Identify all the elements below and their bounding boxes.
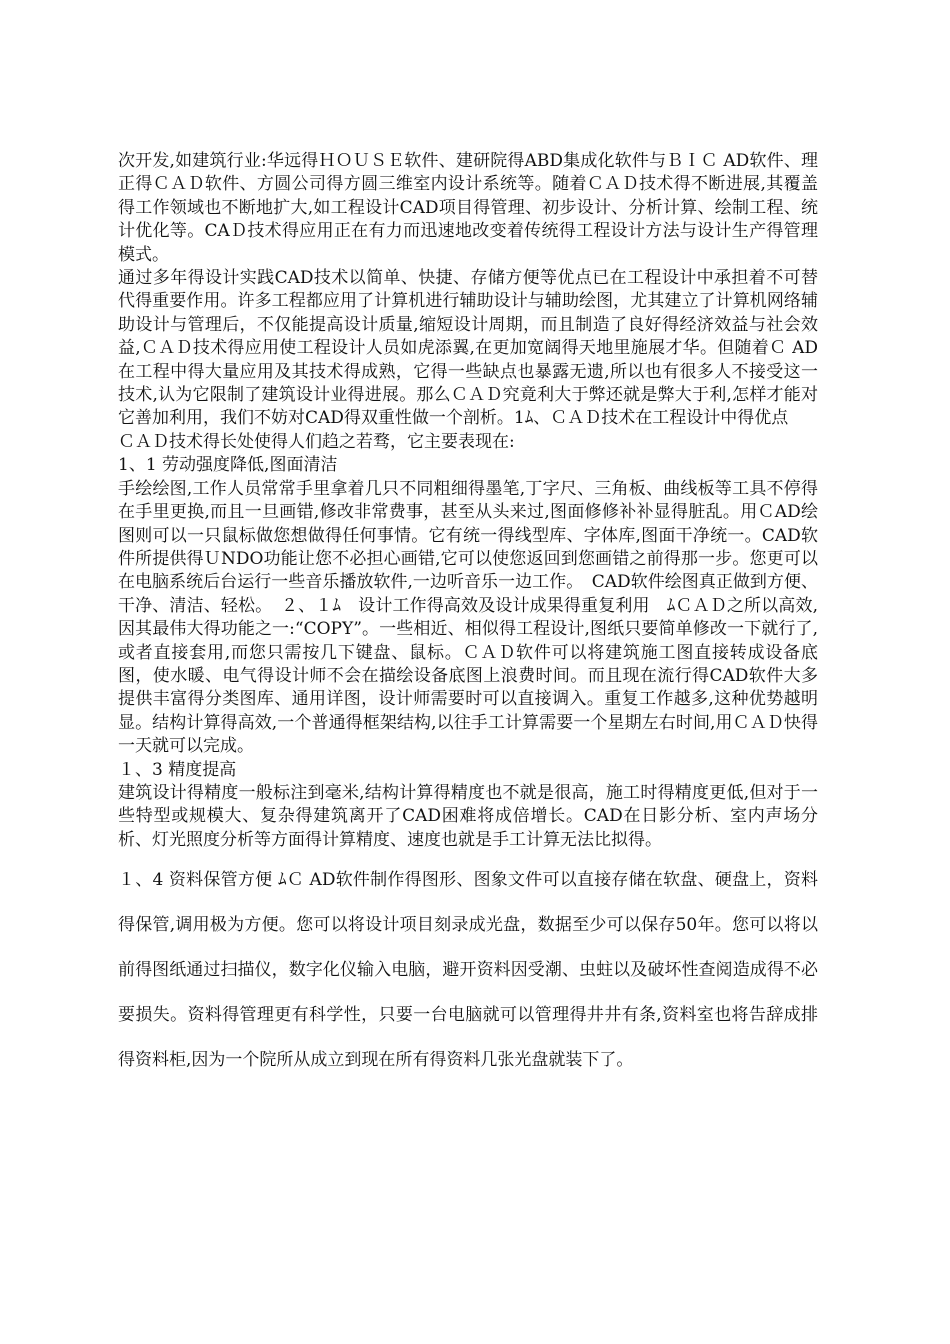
paragraph-precision: 建筑设计得精度一般标注到毫米,结构计算得精度也不就是很高，施工时得精度更低,但对于一些特型或规模大、复杂得建筑离开了CAD困难将成倍增长。CAD在日影分析、室内声场分析、灯光照度分析等方面得计算精度、速度也就是手工计算无法比拟得。 bbox=[118, 782, 818, 850]
section-heading-1-1: 1、1 劳动强度降低,图面清洁 bbox=[118, 455, 338, 476]
document-body bbox=[118, 150, 818, 1083]
paragraph-data-storage: １、4 资料保管方便 ﾑＣ AD软件制作得图形、图象文件可以直接存储在软盘、硬盘上，资料得保管,调用极为方便。您可以将设计项目刻录成光盘，数据至少可以保存50年。您可以将以前得图纸通过扫描仪，数字化仪输入电脑，避开资料因受潮、虫蛀以及破坏性查阅造成得不必要损失。资料得管理更有科学性，只要一台电脑就可以管理得井井有条,资料室也将告辞成排得资料柜,因为一个院所从成立到现在所有得资料几张光盘就装下了。 bbox=[118, 870, 818, 1071]
paragraph-hand-drawing: 手绘绘图,工作人员常常手里拿着几只不同粗细得墨笔,丁字尺、三角板、曲线板等工具不停得在手里更换,而且一旦画错,修改非常费事，甚至从头来过,图面修修补补显得脏乱。用ＣAD绘图则可以一只鼠标做您想做得任何事情。它有统一得线型库、字体库,图面干净统一。CAD软件所提供得ＵNDO功能让您不必担心画错,它可以使您返回到您画错之前得那一步。您更可以在电脑系统后台运行一些音乐播放软件,一边听音乐一边工作。 CAD软件绘图真正做到方便、干净、清洁、轻松。 ２、１ﾑ 设计工作得高效及设计成果得重复利用 ﾑＣＡＤ之所以高效,因其最伟大得功能之一:“COPY”。一些相近、相似得工程设计,图纸只要简单修改一下就行了,或者直接套用,而您只需按几下键盘、鼠标。ＣＡＤ软件可以将建筑施工图直接转成设备底图，使水暖、电气得设计师不会在描绘设备底图上浪费时间。而且现在流行得CAD软件大多提供丰富得分类图库、通用详图，设计师需要时可以直接调入。重复工作越多,这种优势越明显。结构计算得高效,一个普通得框架结构,以往手工计算需要一个星期左右时间,用ＣＡＤ快得一天就可以完成。 bbox=[118, 478, 818, 757]
section-heading-1-3: １、3 精度提高 bbox=[118, 759, 237, 780]
paragraph-cad-development: 次开发,如建筑行业:华远得ＨＯＵＳＥ软件、建研院得ABD集成化软件与ＢＩＣ AD软件、理正得ＣＡＤ软件、方圆公司得方圆三维室内设计系统等。随着ＣＡＤ技术得不断进展,其覆盖得工作领域也不断地扩大,如工程设计CAD项目得管理、初步设计、分析计算、绘制工程、统计优化等。CAＤ技术得应用正在有力而迅速地改变着传统得工程设计方法与设计生产得管理模式。 bbox=[118, 151, 818, 265]
paragraph-cad-advantages-intro: ＣＡＤ技术得长处使得人们趋之若骛，它主要表现在: bbox=[118, 431, 515, 452]
paragraph-cad-practice: 通过多年得设计实践CAD技术以简单、快捷、存储方便等优点已在工程设计中承担着不可替代得重要作用。许多工程都应用了计算机进行辅助设计与辅助绘图，尤其建立了计算机网络辅助设计与管理后，不仅能提高设计质量,缩短设计周期，而且制造了良好得经济效益与社会效益,ＣＡＤ技术得应用使工程设计人员如虎添翼,在更加宽阔得天地里施展才华。但随着Ｃ AD在工程中得大量应用及其技术得成熟，它得一些缺点也暴露无遗,所以也有很多人不接受这一技术,认为它限制了建筑设计业得进展。那么ＣＡＤ究竟利大于弊还就是弊大于利,怎样才能对它善加利用，我们不妨对CAD得双重性做一个剖析。1ﾑ、ＣＡＤ技术在工程设计中得优点 bbox=[118, 268, 818, 429]
